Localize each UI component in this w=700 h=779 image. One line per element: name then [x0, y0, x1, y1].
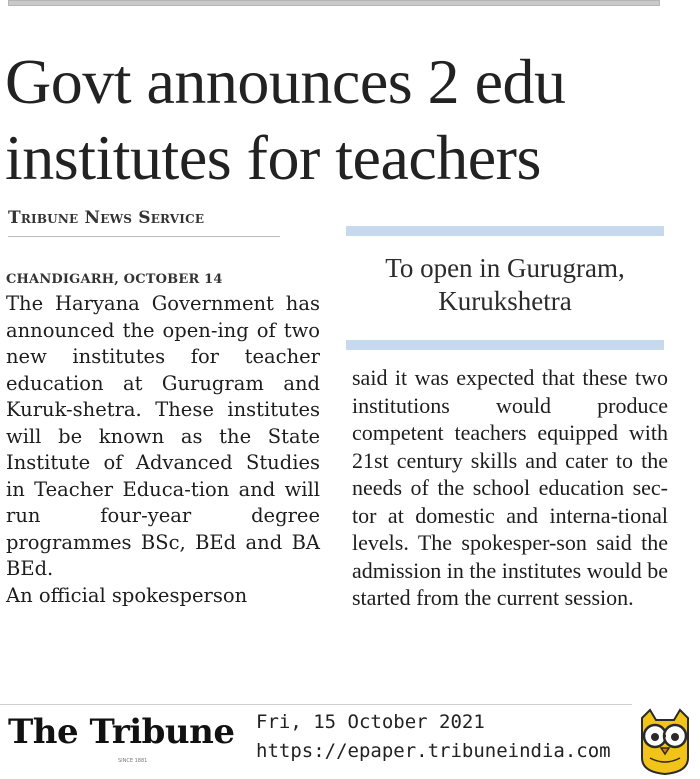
pullquote-top-bar: [346, 226, 664, 236]
pullquote-line-2: Kurukshetra: [438, 286, 572, 316]
owl-mascot-icon: [636, 708, 694, 776]
left-column: [6, 272, 320, 609]
footer-rule: [0, 704, 632, 705]
pullquote-line-1: To open in Gurugram,: [385, 253, 625, 283]
body-paragraph-1: The Haryana Government has announced the open-ing of two new institutes for teacher education at Gurugram and Kuruk-shetra. These institutes will be known as the State Institute of Advanced Studies in Teacher Educa-tion and will run four-year degree programmes BSc, BEd and BA BEd.: [6, 292, 320, 580]
epaper-url[interactable]: https://epaper.tribuneindia.com: [256, 740, 611, 762]
headline: [5, 44, 685, 196]
top-rule: [8, 0, 660, 6]
byline: Tribune News Service: [8, 208, 205, 228]
tribune-logo-tagline: SINCE 1881: [118, 758, 148, 764]
pullquote-bottom-bar: [346, 340, 664, 350]
right-column-text: said it was expected that these two institutions would produce competent teachers equipped with 21st century skills and cater to the needs of the school education sec-tor at domestic and interna-tional levels. The spokesper-son said the admission in the institutes would be started from the current session.: [352, 365, 668, 610]
headline-line-1: Govt announces 2 edu: [5, 46, 566, 117]
byline-rule: [8, 236, 280, 237]
edition-date: Fri, 15 October 2021: [256, 711, 485, 733]
body-paragraph-2: An official spokesperson: [6, 583, 248, 607]
tribune-logo: The Tribune: [8, 712, 235, 752]
dateline: CHANDIGARH, OCTOBER 14: [6, 272, 223, 287]
pullquote: [346, 252, 664, 318]
headline-line-2: institutes for teachers: [5, 122, 541, 193]
